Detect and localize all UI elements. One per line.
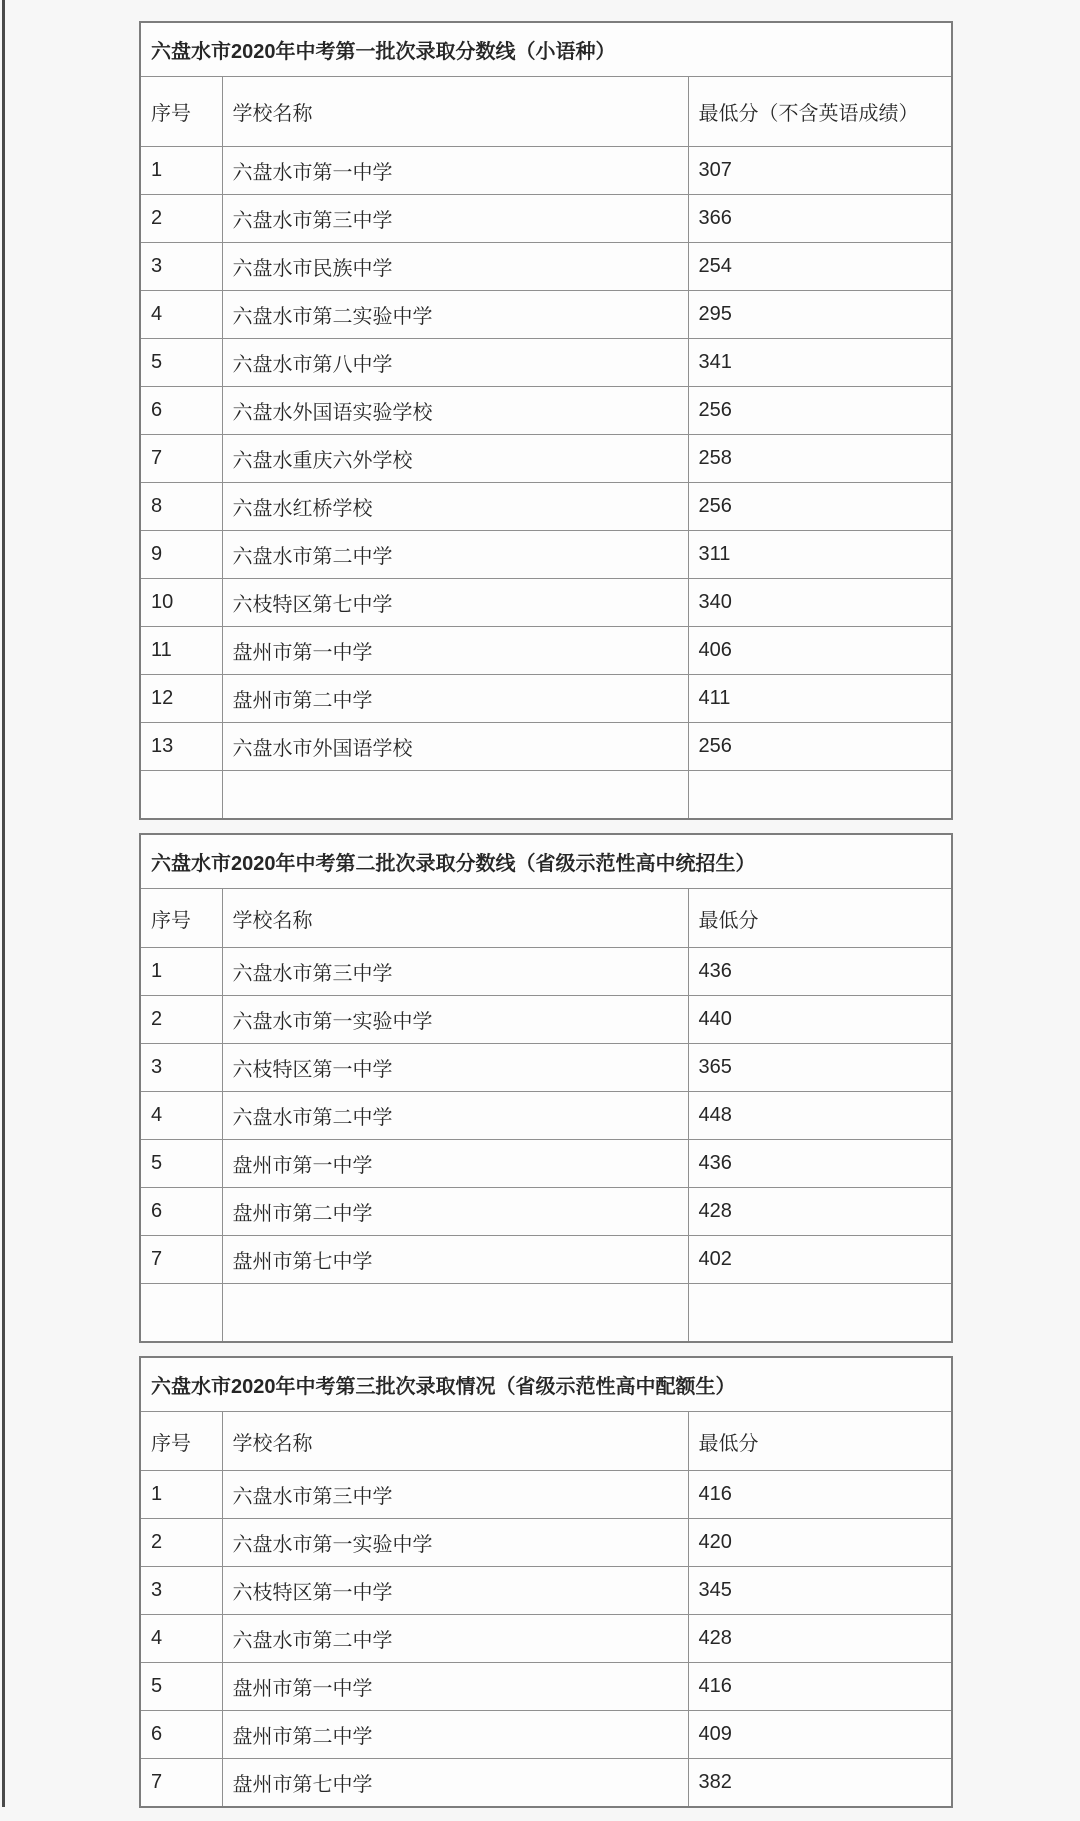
- school-name: 六盘水市第二中学: [222, 1615, 688, 1663]
- table-row: [140, 1759, 952, 1808]
- row-index: 10: [140, 579, 222, 627]
- table-row: [140, 483, 952, 531]
- table-row: [140, 195, 952, 243]
- table-row: [140, 1092, 952, 1140]
- row-index: 1: [140, 1471, 222, 1519]
- school-name: 六盘水外国语实验学校: [222, 387, 688, 435]
- school-name: 六盘水市第三中学: [222, 948, 688, 996]
- row-index: 6: [140, 1711, 222, 1759]
- table-row: [140, 1615, 952, 1663]
- min-score: 340: [688, 579, 952, 627]
- school-name: 盘州市第一中学: [222, 1663, 688, 1711]
- min-score: 345: [688, 1567, 952, 1615]
- table-row: [140, 1567, 952, 1615]
- school-name: 六盘水市第二中学: [222, 1092, 688, 1140]
- table-row: [140, 435, 952, 483]
- school-name: 六盘水重庆六外学校: [222, 435, 688, 483]
- min-score: 366: [688, 195, 952, 243]
- empty-row: [140, 771, 952, 820]
- table-row: [140, 243, 952, 291]
- table-header-row: [140, 77, 952, 147]
- school-name: 盘州市第七中学: [222, 1236, 688, 1284]
- row-index: 5: [140, 1663, 222, 1711]
- row-index: 1: [140, 948, 222, 996]
- table-row: [140, 1044, 952, 1092]
- min-score: 256: [688, 723, 952, 771]
- empty-cell: [140, 1284, 222, 1343]
- min-score: 428: [688, 1615, 952, 1663]
- row-index: 9: [140, 531, 222, 579]
- table-title: 六盘水市2020年中考第三批次录取情况（省级示范性高中配额生）: [140, 1357, 952, 1412]
- school-name: 盘州市第一中学: [222, 627, 688, 675]
- row-index: 11: [140, 627, 222, 675]
- table-row: [140, 579, 952, 627]
- school-name: 六盘水市第三中学: [222, 195, 688, 243]
- column-header-min-score: 最低分: [688, 889, 952, 948]
- school-name: 盘州市第二中学: [222, 675, 688, 723]
- min-score: 406: [688, 627, 952, 675]
- min-score: 409: [688, 1711, 952, 1759]
- school-name: 盘州市第一中学: [222, 1140, 688, 1188]
- table-title: 六盘水市2020年中考第一批次录取分数线（小语种）: [140, 22, 952, 77]
- row-index: 3: [140, 243, 222, 291]
- row-index: 5: [140, 1140, 222, 1188]
- row-index: 6: [140, 387, 222, 435]
- table-row: [140, 1140, 952, 1188]
- min-score: 411: [688, 675, 952, 723]
- empty-cell: [222, 1284, 688, 1343]
- empty-row: [140, 1284, 952, 1343]
- table-title-row: [140, 1357, 952, 1412]
- column-header-row-index: 序号: [140, 1412, 222, 1471]
- table-row: [140, 996, 952, 1044]
- column-header-row-index: 序号: [140, 77, 222, 147]
- row-index: 3: [140, 1567, 222, 1615]
- table-row: [140, 1663, 952, 1711]
- column-header-min-score: 最低分（不含英语成绩）: [688, 77, 952, 147]
- row-index: 4: [140, 291, 222, 339]
- school-name: 盘州市第二中学: [222, 1188, 688, 1236]
- row-index: 7: [140, 435, 222, 483]
- row-index: 6: [140, 1188, 222, 1236]
- column-header-min-score: 最低分: [688, 1412, 952, 1471]
- table-header-row: [140, 1412, 952, 1471]
- table-title-row: [140, 22, 952, 77]
- score-table-3: [139, 1356, 953, 1808]
- column-header-school-name: 学校名称: [222, 1412, 688, 1471]
- row-index: 2: [140, 1519, 222, 1567]
- min-score: 258: [688, 435, 952, 483]
- school-name: 六枝特区第一中学: [222, 1044, 688, 1092]
- min-score: 256: [688, 387, 952, 435]
- table-row: [140, 1236, 952, 1284]
- page-left-edge-strip: [2, 0, 5, 1807]
- school-name: 六枝特区第一中学: [222, 1567, 688, 1615]
- table-title-row: [140, 834, 952, 889]
- row-index: 4: [140, 1615, 222, 1663]
- table-row: [140, 1471, 952, 1519]
- column-header-school-name: 学校名称: [222, 77, 688, 147]
- min-score: 420: [688, 1519, 952, 1567]
- empty-cell: [688, 771, 952, 820]
- min-score: 436: [688, 948, 952, 996]
- score-table-1: [139, 21, 953, 820]
- row-index: 2: [140, 195, 222, 243]
- table-row: [140, 1188, 952, 1236]
- table-row: [140, 531, 952, 579]
- school-name: 六盘水市第一中学: [222, 147, 688, 195]
- table-row: [140, 291, 952, 339]
- row-index: 2: [140, 996, 222, 1044]
- column-header-school-name: 学校名称: [222, 889, 688, 948]
- row-index: 1: [140, 147, 222, 195]
- table-row: [140, 1519, 952, 1567]
- school-name: 六盘水市第一实验中学: [222, 1519, 688, 1567]
- min-score: 416: [688, 1663, 952, 1711]
- row-index: 7: [140, 1236, 222, 1284]
- min-score: 416: [688, 1471, 952, 1519]
- school-name: 盘州市第二中学: [222, 1711, 688, 1759]
- table-row: [140, 627, 952, 675]
- school-name: 六盘水市民族中学: [222, 243, 688, 291]
- school-name: 六盘水市第二实验中学: [222, 291, 688, 339]
- empty-cell: [140, 771, 222, 820]
- min-score: 440: [688, 996, 952, 1044]
- row-index: 5: [140, 339, 222, 387]
- school-name: 盘州市第七中学: [222, 1759, 688, 1808]
- row-index: 4: [140, 1092, 222, 1140]
- school-name: 六盘水市外国语学校: [222, 723, 688, 771]
- min-score: 436: [688, 1140, 952, 1188]
- min-score: 295: [688, 291, 952, 339]
- row-index: 7: [140, 1759, 222, 1808]
- min-score: 256: [688, 483, 952, 531]
- min-score: 402: [688, 1236, 952, 1284]
- score-table-2: [139, 833, 953, 1343]
- table-row: [140, 387, 952, 435]
- min-score: 254: [688, 243, 952, 291]
- table-row: [140, 147, 952, 195]
- min-score: 428: [688, 1188, 952, 1236]
- empty-cell: [688, 1284, 952, 1343]
- school-name: 六枝特区第七中学: [222, 579, 688, 627]
- table-row: [140, 723, 952, 771]
- school-name: 六盘水市第三中学: [222, 1471, 688, 1519]
- empty-cell: [222, 771, 688, 820]
- table-row: [140, 1711, 952, 1759]
- table-row: [140, 948, 952, 996]
- school-name: 六盘水市第一实验中学: [222, 996, 688, 1044]
- table-title: 六盘水市2020年中考第二批次录取分数线（省级示范性高中统招生）: [140, 834, 952, 889]
- min-score: 311: [688, 531, 952, 579]
- table-row: [140, 339, 952, 387]
- row-index: 13: [140, 723, 222, 771]
- min-score: 448: [688, 1092, 952, 1140]
- table-row: [140, 675, 952, 723]
- table-header-row: [140, 889, 952, 948]
- school-name: 六盘水市第二中学: [222, 531, 688, 579]
- admission-score-tables: [139, 21, 951, 1821]
- row-index: 3: [140, 1044, 222, 1092]
- school-name: 六盘水红桥学校: [222, 483, 688, 531]
- column-header-row-index: 序号: [140, 889, 222, 948]
- row-index: 8: [140, 483, 222, 531]
- min-score: 382: [688, 1759, 952, 1808]
- min-score: 307: [688, 147, 952, 195]
- min-score: 341: [688, 339, 952, 387]
- row-index: 12: [140, 675, 222, 723]
- school-name: 六盘水市第八中学: [222, 339, 688, 387]
- min-score: 365: [688, 1044, 952, 1092]
